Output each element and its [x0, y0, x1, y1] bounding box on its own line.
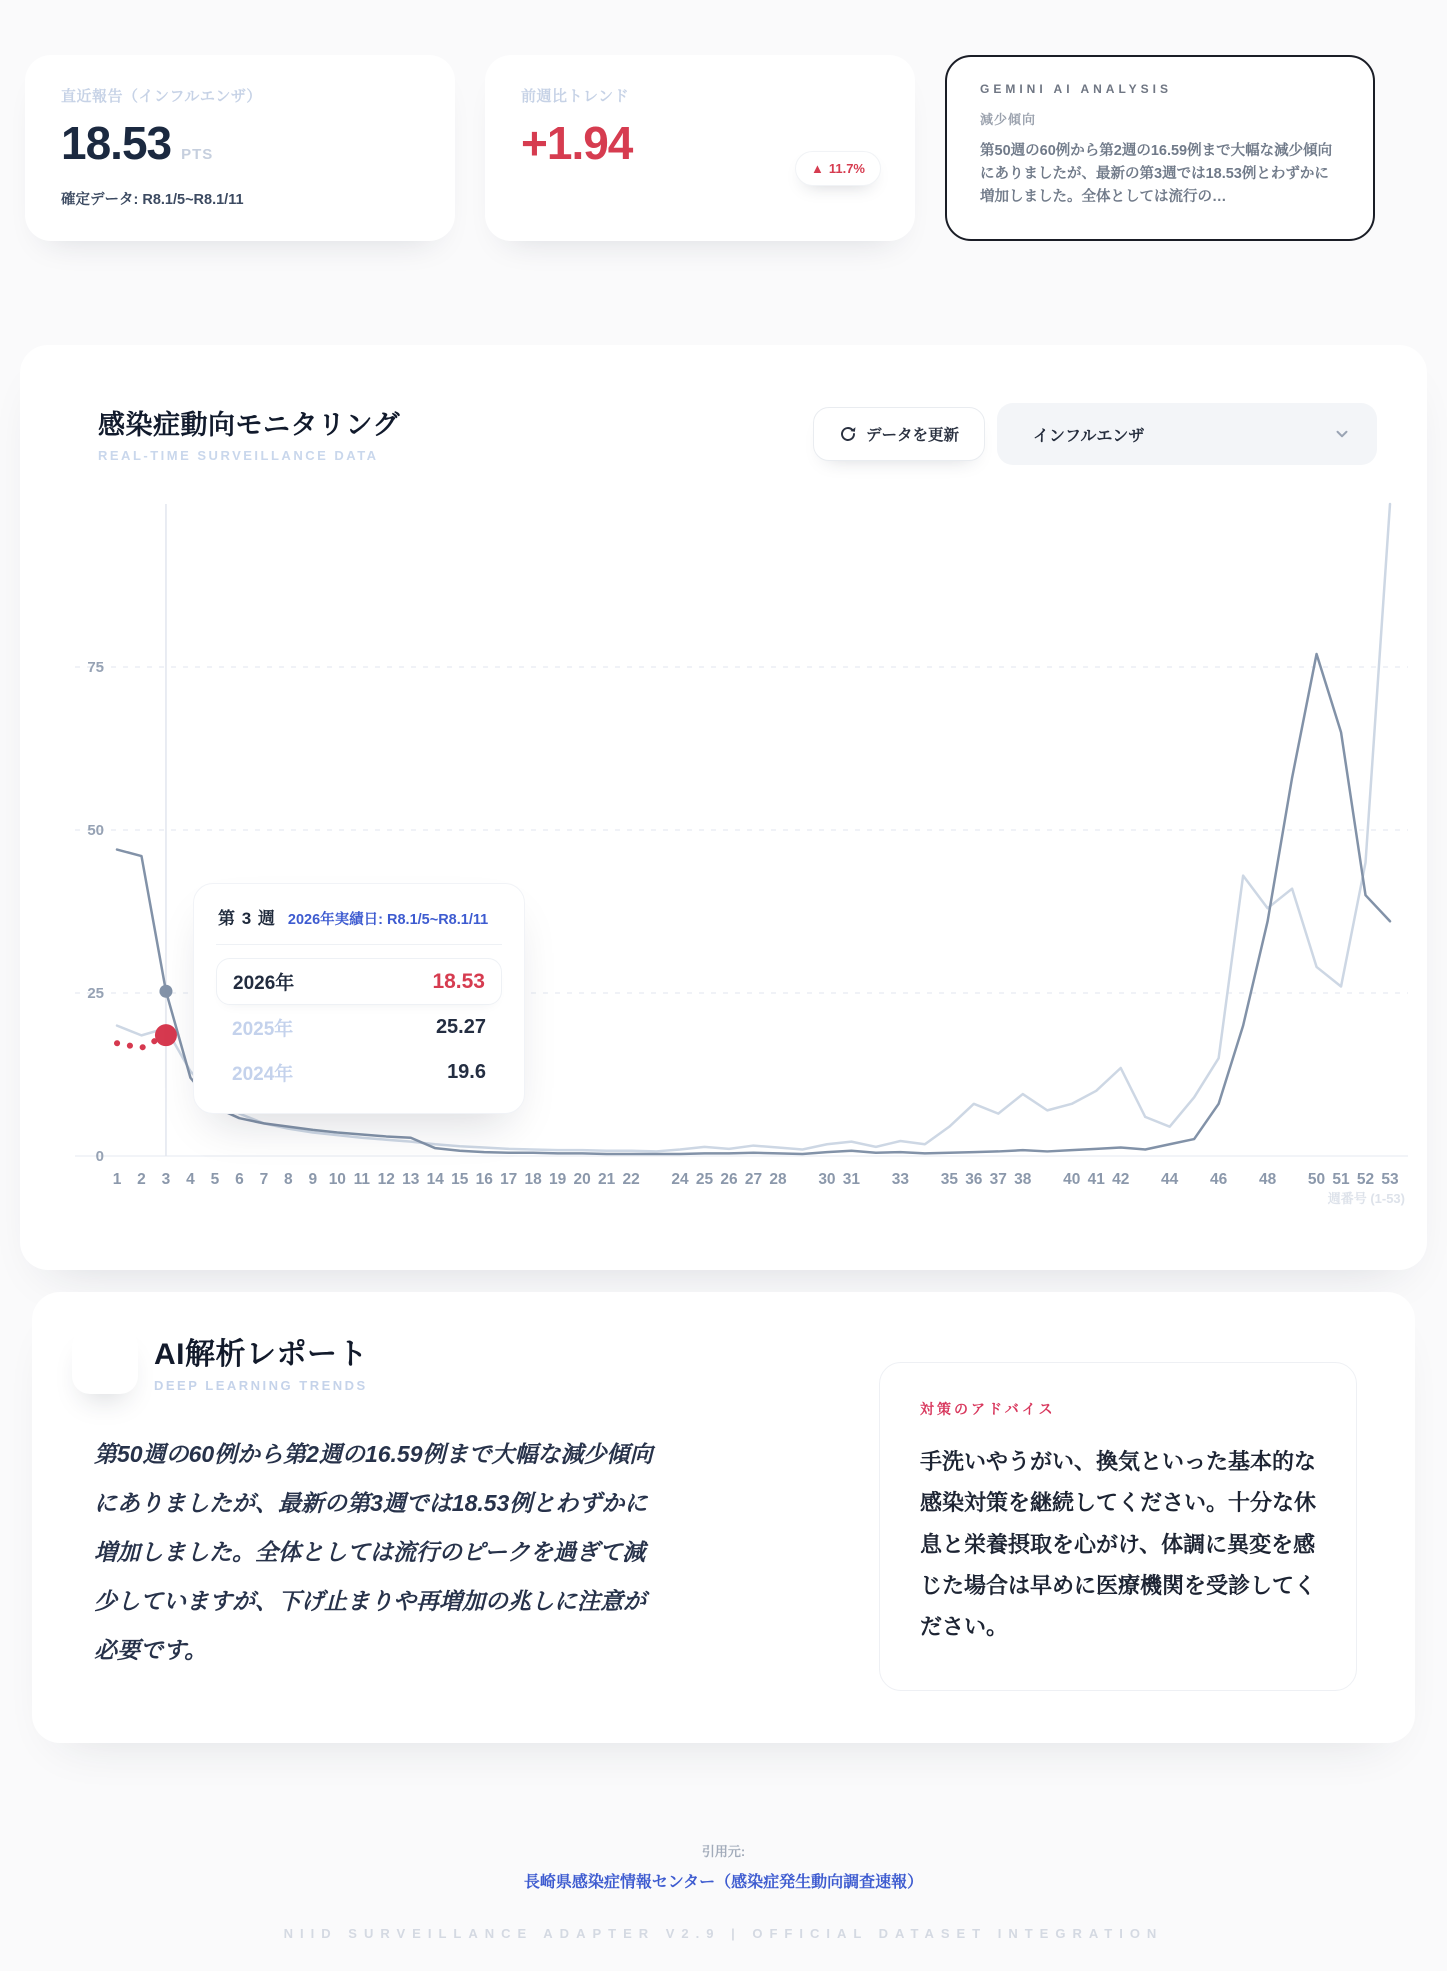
- tooltip-row-label: 2024年: [232, 1064, 294, 1085]
- latest-report-label: 直近報告（インフルエンザ）: [61, 88, 262, 105]
- source-label: 引用元:: [701, 1843, 746, 1859]
- latest-report-unit: PTS: [181, 146, 214, 163]
- svg-text:25: 25: [87, 985, 104, 1002]
- svg-text:24: 24: [671, 1171, 689, 1188]
- triangle-up-icon: ▲: [810, 161, 824, 176]
- weekly-trend-value: +1.94: [521, 117, 633, 169]
- gemini-trend-badge: 減少傾向: [980, 112, 1037, 127]
- svg-text:14: 14: [426, 1171, 444, 1188]
- svg-text:31: 31: [842, 1171, 861, 1188]
- advice-card: [879, 1362, 1357, 1691]
- svg-text:52: 52: [1356, 1171, 1375, 1188]
- svg-text:35: 35: [940, 1171, 958, 1188]
- svg-text:13: 13: [402, 1171, 420, 1188]
- tooltip-row-value: 19.6: [447, 1061, 486, 1083]
- refresh-icon: [839, 425, 857, 443]
- advice-body: 手洗いやうがい、換気といった基本的な感染対策を継続してください。十分な休息と栄養摂取を心がけ、体調に異変を感じた場合は早めに医療機関を受診してください。: [920, 1449, 1317, 1640]
- latest-report-period: 確定データ: R8.1/5~R8.1/11: [61, 192, 244, 208]
- svg-text:22: 22: [622, 1171, 640, 1188]
- svg-text:4: 4: [186, 1171, 195, 1188]
- ai-report-body: 第50週の60例から第2週の16.59例まで大幅な減少傾向にありましたが、最新の第3週では18.53例とわずかに増加しました。全体としては流行のピークを過ぎて減少していますが、下げ止まりや再増加の兆しに注意が必要です。: [94, 1441, 653, 1663]
- stat-cards-row: [25, 55, 1422, 241]
- svg-text:37: 37: [989, 1171, 1007, 1188]
- trend-percent-badge: [795, 151, 881, 186]
- svg-text:41: 41: [1087, 1171, 1105, 1188]
- svg-text:7: 7: [259, 1171, 269, 1188]
- svg-text:8: 8: [284, 1171, 293, 1188]
- trend-chart-canvas: [20, 493, 1427, 1208]
- svg-text:21: 21: [597, 1171, 616, 1188]
- svg-text:11: 11: [353, 1171, 371, 1188]
- svg-text:50: 50: [87, 822, 104, 839]
- svg-text:27: 27: [744, 1171, 763, 1188]
- svg-text:週番号 (1-53): 週番号 (1-53): [1327, 1191, 1405, 1206]
- monitor-title: 感染症動向モニタリング: [98, 410, 400, 440]
- latest-report-value: 18.53: [61, 117, 172, 169]
- svg-text:17: 17: [500, 1171, 518, 1188]
- weekly-trend-card: [485, 55, 915, 241]
- monitor-header: [20, 345, 1427, 465]
- ai-report-card: [32, 1292, 1415, 1743]
- surveillance-monitor-card: [20, 345, 1427, 1270]
- tooltip-row-label: 2026年: [233, 973, 295, 994]
- advice-title: 対策のアドバイス: [920, 1401, 1056, 1417]
- svg-text:28: 28: [769, 1171, 787, 1188]
- svg-text:38: 38: [1014, 1171, 1032, 1188]
- latest-report-card: [25, 55, 455, 241]
- svg-text:30: 30: [818, 1171, 836, 1188]
- chevron-down-icon: [1333, 425, 1351, 443]
- gemini-analysis-title: GEMINI AI ANALYSIS: [980, 82, 1173, 96]
- tooltip-row-value: 18.53: [432, 969, 485, 993]
- svg-text:1: 1: [112, 1171, 122, 1188]
- svg-text:2: 2: [137, 1171, 146, 1188]
- svg-text:12: 12: [377, 1171, 395, 1188]
- footer-meta: NIID SURVEILLANCE ADAPTER V2.9 | OFFICIAL DATASET INTEGRATION: [283, 1925, 1164, 1941]
- ai-report-icon: [72, 1328, 138, 1394]
- tooltip-period: 2026年実績日: R8.1/5~R8.1/11: [287, 912, 489, 928]
- svg-text:48: 48: [1258, 1171, 1277, 1188]
- trend-percent-value: 11.7%: [828, 161, 865, 176]
- svg-text:5: 5: [210, 1171, 220, 1188]
- tooltip-row-value: 25.27: [435, 1016, 486, 1038]
- disease-selector[interactable]: [997, 403, 1377, 465]
- svg-text:9: 9: [308, 1171, 318, 1188]
- weekly-trend-label: 前週比トレンド: [521, 88, 630, 105]
- tooltip-row-label: 2025年: [232, 1019, 294, 1040]
- svg-text:18: 18: [524, 1171, 542, 1188]
- svg-text:51: 51: [1332, 1171, 1350, 1188]
- monitor-subtitle: REAL-TIME SURVEILLANCE DATA: [98, 448, 379, 463]
- svg-text:46: 46: [1210, 1171, 1228, 1188]
- gemini-analysis-summary: 第50週の60例から第2週の16.59例まで大幅な減少傾向にありましたが、最新の第3週では18.53例とわずかに増加しました。全体としては流行の…: [980, 143, 1333, 205]
- svg-text:20: 20: [573, 1171, 591, 1188]
- svg-text:50: 50: [1307, 1171, 1326, 1188]
- source-link[interactable]: 長崎県感染症情報センター（感染症発生動向調査速報）: [523, 1873, 924, 1891]
- svg-text:75: 75: [87, 659, 104, 676]
- gemini-analysis-card: [945, 55, 1375, 241]
- svg-text:40: 40: [1063, 1171, 1081, 1188]
- page-footer: [0, 1841, 1447, 1971]
- svg-text:16: 16: [475, 1171, 493, 1188]
- svg-text:26: 26: [720, 1171, 738, 1188]
- svg-text:44: 44: [1161, 1171, 1179, 1188]
- svg-text:36: 36: [965, 1171, 983, 1188]
- svg-text:42: 42: [1112, 1171, 1130, 1188]
- svg-text:10: 10: [328, 1171, 346, 1188]
- monitor-title-block: [98, 403, 400, 463]
- svg-text:6: 6: [235, 1171, 244, 1188]
- disease-selector-value: インフルエンザ: [1033, 427, 1145, 445]
- refresh-button-label: データを更新: [865, 427, 959, 444]
- svg-text:15: 15: [451, 1171, 469, 1188]
- svg-text:3: 3: [161, 1171, 171, 1188]
- svg-text:0: 0: [95, 1148, 104, 1165]
- svg-text:25: 25: [695, 1171, 714, 1188]
- trend-chart[interactable]: [20, 493, 1427, 1208]
- refresh-data-button[interactable]: [813, 407, 985, 461]
- svg-text:19: 19: [549, 1171, 567, 1188]
- ai-report-title: AI解析レポート: [154, 1338, 368, 1371]
- svg-text:53: 53: [1381, 1171, 1399, 1188]
- ai-report-subtitle: DEEP LEARNING TRENDS: [154, 1378, 368, 1393]
- svg-text:33: 33: [891, 1171, 910, 1188]
- tooltip-week: 第 3 週: [218, 909, 276, 928]
